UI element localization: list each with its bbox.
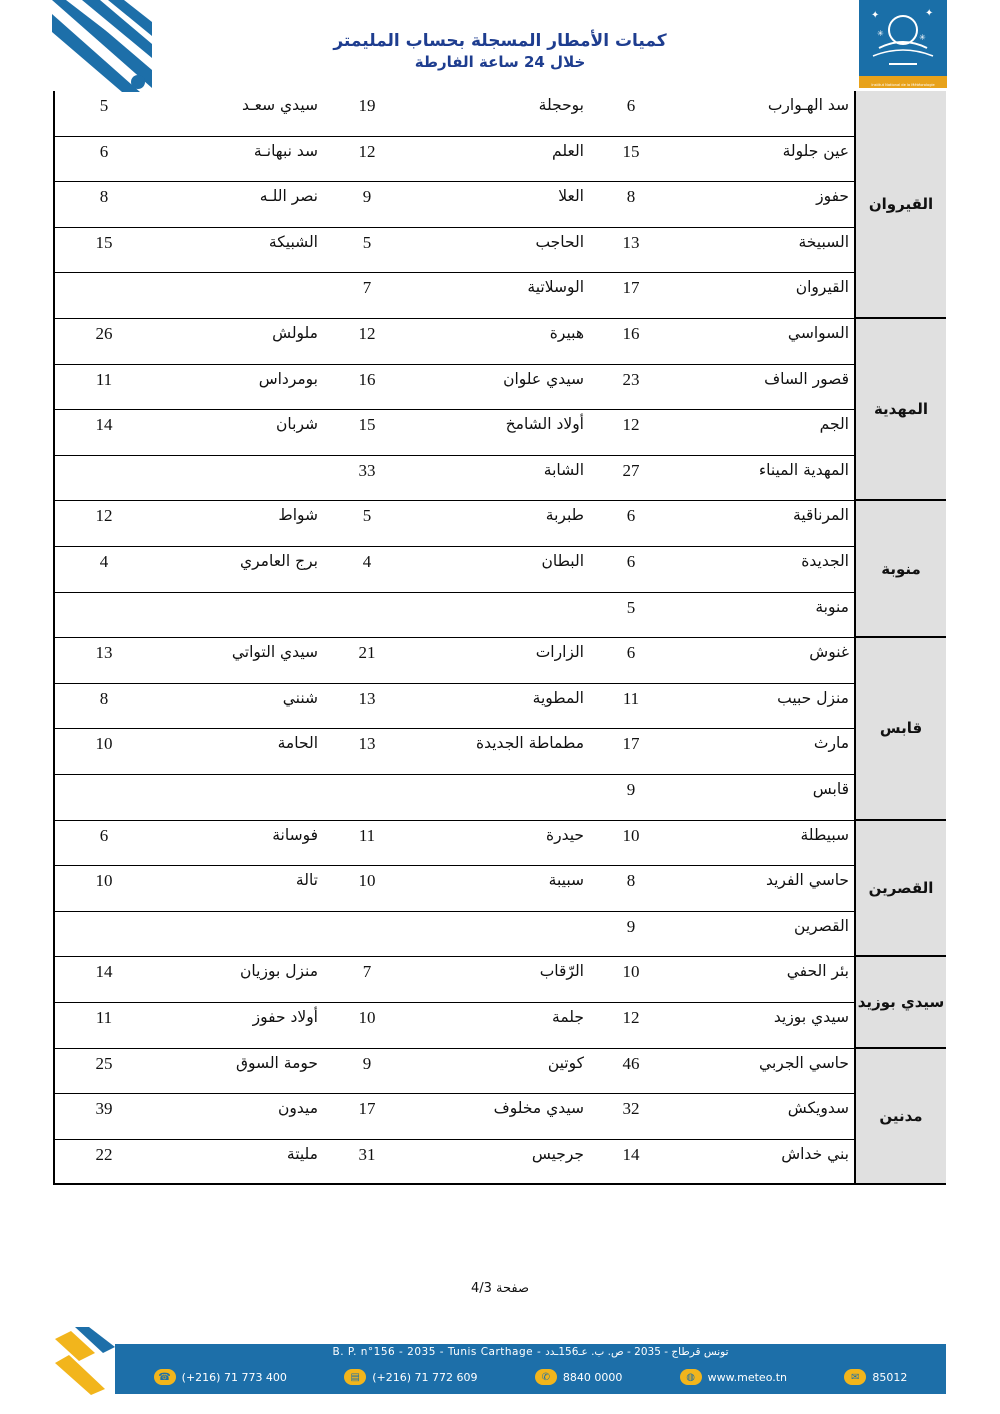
rainfall-value: 33 bbox=[358, 460, 376, 480]
station-name: السبيخة bbox=[798, 232, 849, 251]
rainfall-value: 8 bbox=[99, 187, 109, 207]
governorate-name: منوبة bbox=[854, 501, 946, 638]
footer-contact-text: (+216) 71 772 609 bbox=[372, 1370, 478, 1384]
rainfall-value: 19 bbox=[358, 96, 376, 115]
document-title bbox=[260, 30, 740, 72]
table-row bbox=[55, 912, 854, 958]
logo-emblem-icon bbox=[859, 0, 947, 76]
footer-contact-text: 8840 0000 bbox=[562, 1370, 623, 1384]
footer-swoosh-graphic bbox=[55, 1327, 130, 1395]
station-name: سيدي سعـد bbox=[241, 96, 318, 114]
station-name: الشابة bbox=[543, 460, 584, 479]
rainfall-value: 17 bbox=[622, 278, 640, 298]
logo-caption-band bbox=[859, 76, 947, 88]
station-name: حومة السوق bbox=[235, 1053, 318, 1072]
rainfall-value: 11 bbox=[95, 1008, 113, 1027]
rainfall-value: 17 bbox=[358, 1099, 376, 1119]
station-name: البطان bbox=[541, 552, 584, 570]
rainfall-value: 9 bbox=[626, 780, 636, 799]
station-name: بئر الحفي bbox=[786, 962, 849, 981]
rainfall-value: 12 bbox=[358, 324, 376, 343]
station-name: سيدي بوزيد bbox=[773, 1008, 849, 1026]
station-name: مليتة bbox=[286, 1144, 318, 1163]
station-name: مطماطة الجديدة bbox=[475, 734, 584, 753]
title-line-1: كميات الأمطار المسجلة بحساب المليمتر bbox=[333, 31, 667, 51]
table-row bbox=[55, 456, 854, 502]
rainfall-value: 8 bbox=[626, 871, 636, 891]
rainfall-value: 4 bbox=[362, 552, 372, 571]
rainfall-value: 9 bbox=[362, 1053, 372, 1073]
rainfall-value: 12 bbox=[95, 506, 113, 526]
station-name: سدويكش bbox=[787, 1099, 849, 1118]
rainfall-value: 14 bbox=[95, 415, 113, 435]
governorate-name: القيروان bbox=[854, 91, 946, 319]
station-name: بوحجلة bbox=[538, 96, 584, 114]
station-name: جلمة bbox=[552, 1008, 584, 1026]
station-name: بني خداش bbox=[781, 1144, 849, 1163]
station-name: المرناقية bbox=[793, 506, 849, 525]
rainfall-value: 15 bbox=[358, 415, 376, 435]
rainfall-value: 32 bbox=[622, 1099, 640, 1119]
station-name: برج العامري bbox=[239, 552, 318, 570]
rainfall-value: 12 bbox=[358, 141, 376, 161]
station-name: سيدي علوان bbox=[503, 369, 584, 388]
rainfall-value: 9 bbox=[362, 187, 372, 207]
table-row bbox=[55, 729, 854, 775]
rainfall-value: 9 bbox=[626, 916, 636, 936]
page-number: صفحة 4/3 bbox=[470, 1281, 530, 1296]
fax-icon: ▤ bbox=[344, 1369, 366, 1385]
station-name: الوسلاتية bbox=[527, 278, 584, 297]
rainfall-value: 4 bbox=[99, 552, 109, 571]
rainfall-value: 8 bbox=[626, 187, 636, 207]
footer-contact bbox=[844, 1369, 907, 1385]
station-name: منوبة bbox=[815, 597, 849, 616]
rainfall-value: 21 bbox=[358, 643, 376, 663]
station-name: القيروان bbox=[795, 278, 849, 297]
footer-contact bbox=[344, 1369, 477, 1385]
station-name: جرجيس bbox=[531, 1144, 584, 1163]
rainfall-value: 14 bbox=[95, 962, 113, 982]
station-name: السواسي bbox=[787, 324, 849, 342]
rainfall-value: 16 bbox=[622, 324, 640, 343]
station-name: المهدية الميناء bbox=[758, 460, 849, 479]
rainfall-value: 6 bbox=[99, 825, 109, 845]
rainfall-value: 23 bbox=[622, 369, 640, 389]
rainfall-value: 13 bbox=[358, 734, 376, 754]
rainfall-value: 6 bbox=[626, 506, 636, 526]
station-name: قابس bbox=[812, 780, 849, 798]
table-row bbox=[55, 957, 854, 1003]
station-name: حيدرة bbox=[545, 825, 584, 844]
station-name: الجديدة bbox=[801, 552, 849, 570]
table-row bbox=[55, 547, 854, 593]
rainfall-value: 17 bbox=[622, 734, 640, 754]
station-name: غنوش bbox=[809, 643, 849, 662]
footer-contact-text: www.meteo.tn bbox=[707, 1370, 788, 1384]
footer-contact bbox=[154, 1369, 287, 1385]
station-name: منزل حبيب bbox=[777, 688, 849, 707]
station-name: سبيبة bbox=[548, 871, 584, 890]
station-name: ميدون bbox=[278, 1099, 318, 1118]
station-name: سيدي مخلوف bbox=[493, 1099, 584, 1118]
station-name: سيدي التواتي bbox=[231, 643, 318, 662]
rainfall-value: 31 bbox=[358, 1144, 376, 1164]
rainfall-value: 22 bbox=[95, 1144, 113, 1164]
station-name: مارث bbox=[813, 734, 849, 753]
rainfall-value: 7 bbox=[362, 278, 372, 298]
table-row bbox=[55, 1094, 854, 1140]
station-name: الجم bbox=[819, 415, 849, 434]
footer-contact bbox=[680, 1369, 787, 1385]
footer-bar bbox=[115, 1344, 946, 1394]
rainfall-value: 5 bbox=[99, 96, 109, 115]
rainfall-value: 10 bbox=[622, 962, 640, 982]
table-row bbox=[55, 821, 854, 867]
sms-icon: ✉ bbox=[844, 1369, 866, 1385]
rainfall-value: 6 bbox=[626, 643, 636, 663]
rainfall-value: 11 bbox=[358, 825, 376, 845]
svg-text:✳: ✳ bbox=[877, 29, 884, 38]
station-name: المطوية bbox=[532, 688, 584, 707]
station-name: طبربة bbox=[545, 506, 584, 525]
rainfall-value: 12 bbox=[622, 415, 640, 435]
rainfall-table bbox=[53, 91, 946, 1185]
station-name: الحامة bbox=[277, 734, 318, 753]
rainfall-value: 39 bbox=[95, 1099, 113, 1119]
station-name: الرّقاب bbox=[539, 962, 584, 981]
table-row bbox=[55, 182, 854, 228]
rainfall-value: 10 bbox=[358, 871, 376, 891]
table-row bbox=[55, 1140, 854, 1186]
station-name: الشبيكة bbox=[268, 232, 318, 251]
station-name: كوتين bbox=[547, 1053, 584, 1072]
station-name: سبيطلة bbox=[800, 825, 849, 844]
table-row bbox=[55, 638, 854, 684]
table-row bbox=[55, 593, 854, 639]
table-row bbox=[55, 137, 854, 183]
station-name: حاسي الفريد bbox=[765, 871, 849, 890]
station-name: نصر اللـه bbox=[259, 187, 318, 206]
table-row bbox=[55, 365, 854, 411]
footer bbox=[55, 1327, 946, 1395]
governorate-name: مدنين bbox=[854, 1049, 946, 1186]
inm-logo bbox=[859, 0, 947, 88]
governorate-name: سيدي بوزيد bbox=[854, 957, 946, 1048]
table-row bbox=[55, 91, 854, 137]
rainfall-value: 13 bbox=[622, 232, 640, 252]
rainfall-value: 10 bbox=[622, 825, 640, 845]
handset-icon: ✆ bbox=[535, 1369, 557, 1385]
rainfall-value: 26 bbox=[95, 324, 113, 343]
rainfall-value: 25 bbox=[95, 1053, 113, 1073]
station-name: منزل بوزيان bbox=[240, 962, 318, 981]
rainfall-value: 10 bbox=[358, 1008, 376, 1027]
footer-address: B. P. n°156 - 2035 - Tunis Carthage - تونس قرطاج - 2035 - ص. ب. عـ156ـدد bbox=[332, 1346, 729, 1358]
rainfall-value: 5 bbox=[362, 232, 372, 252]
rainfall-value: 5 bbox=[626, 597, 636, 617]
rainfall-value: 6 bbox=[99, 141, 109, 161]
rainfall-value: 7 bbox=[362, 962, 372, 982]
governorate-name: قابس bbox=[854, 638, 946, 820]
table-row bbox=[55, 866, 854, 912]
station-name: حاسي الجربي bbox=[759, 1053, 849, 1072]
rainfall-value: 5 bbox=[362, 506, 372, 526]
svg-text:✳: ✳ bbox=[919, 33, 926, 42]
phone-icon: ☎ bbox=[154, 1369, 176, 1385]
station-name: العلم bbox=[552, 141, 584, 160]
svg-text:✦: ✦ bbox=[871, 10, 880, 21]
rainfall-value: 10 bbox=[95, 734, 113, 754]
governorate-name: القصرين bbox=[854, 821, 946, 958]
web-icon: ◍ bbox=[680, 1369, 702, 1385]
station-name: بومرداس bbox=[258, 369, 318, 388]
rainfall-value: 12 bbox=[622, 1008, 640, 1027]
rainfall-value: 10 bbox=[95, 871, 113, 891]
rainfall-value: 15 bbox=[95, 232, 113, 252]
table-row bbox=[55, 319, 854, 365]
header-stripes-graphic bbox=[52, 0, 162, 92]
rainfall-value: 16 bbox=[358, 369, 376, 389]
station-name: القصرين bbox=[794, 916, 849, 935]
rainfall-value: 13 bbox=[358, 688, 376, 708]
station-name: شنني bbox=[282, 688, 318, 707]
rainfall-value: 11 bbox=[95, 369, 113, 389]
station-name: سد نبهانـة bbox=[253, 141, 318, 160]
rainfall-value: 8 bbox=[99, 688, 109, 708]
footer-contacts bbox=[125, 1367, 936, 1387]
rainfall-value: 13 bbox=[95, 643, 113, 663]
station-name: حفوز bbox=[816, 187, 849, 206]
rainfall-value: 46 bbox=[622, 1053, 640, 1073]
station-name: أولاد الشامخ bbox=[505, 415, 584, 434]
title-line-2: خلال 24 ساعة الفارطة bbox=[414, 53, 586, 71]
svg-text:✦: ✦ bbox=[925, 8, 934, 19]
rainfall-value: 6 bbox=[626, 552, 636, 571]
rainfall-value: 27 bbox=[622, 460, 640, 480]
table-row bbox=[55, 228, 854, 274]
station-name: شواط bbox=[278, 506, 318, 525]
footer-contact bbox=[535, 1369, 623, 1385]
station-name: ملولش bbox=[272, 324, 318, 342]
rainfall-value: 6 bbox=[626, 96, 636, 115]
station-name: هبيرة bbox=[549, 324, 584, 342]
table-row bbox=[55, 1049, 854, 1095]
station-name: الزارات bbox=[535, 643, 584, 662]
station-name: سد الهـوارب bbox=[767, 96, 849, 114]
table-row bbox=[55, 501, 854, 547]
table-row bbox=[55, 273, 854, 319]
station-name: أولاد حفوز bbox=[252, 1008, 318, 1026]
station-name: فوسانة bbox=[272, 825, 318, 844]
station-name: العلا bbox=[558, 187, 584, 206]
table-row bbox=[55, 684, 854, 730]
station-name: الحاجب bbox=[535, 232, 584, 251]
station-name: عين جلولة bbox=[782, 141, 849, 160]
station-name: تالة bbox=[295, 871, 318, 890]
footer-contact-text: 85012 bbox=[872, 1370, 908, 1384]
footer-contact-text: (+216) 71 773 400 bbox=[181, 1370, 287, 1384]
table-row bbox=[55, 410, 854, 456]
governorate-name: المهدية bbox=[854, 319, 946, 501]
table-row bbox=[55, 1003, 854, 1049]
table-row bbox=[55, 775, 854, 821]
station-name: قصور الساف bbox=[764, 369, 849, 388]
rainfall-value: 11 bbox=[622, 688, 640, 708]
rainfall-value: 14 bbox=[622, 1144, 640, 1164]
station-name: شربان bbox=[276, 415, 318, 434]
logo-caption: Institut National de la Météorologie bbox=[871, 83, 935, 87]
rainfall-value: 15 bbox=[622, 141, 640, 161]
